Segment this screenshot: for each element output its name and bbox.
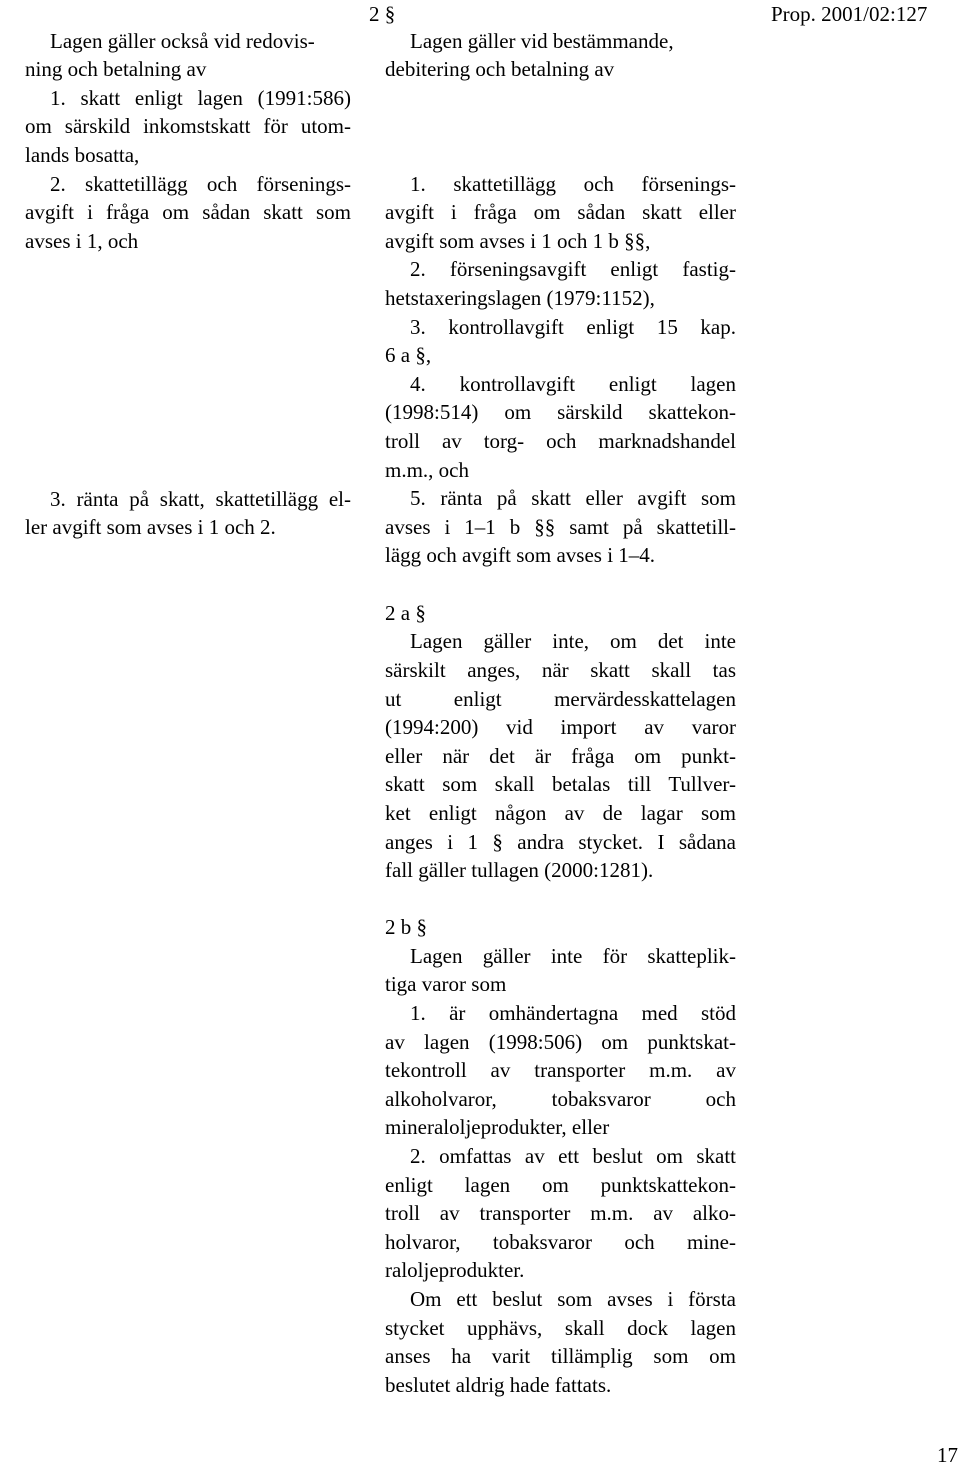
- left-line: ning och betalning av: [25, 57, 207, 81]
- section-line: raloljeprodukter.: [385, 1258, 525, 1282]
- section-line: stycket upphävs, skall dock lagen: [385, 1316, 736, 1340]
- section-line: (1998:514) om särskild skattekon-: [385, 400, 736, 424]
- section-line: (1994:200) vid import av varor: [385, 715, 736, 739]
- section-line: beslutet aldrig hade fattats.: [385, 1373, 612, 1397]
- section-line: 4. kontrollavgift enligt lagen: [410, 372, 736, 396]
- left-line: om särskild inkomstskatt för utom-: [25, 114, 351, 138]
- page-number: 17: [937, 1443, 958, 1467]
- section-line: 1. skattetillägg och försenings-: [410, 172, 736, 196]
- section-line: tekontroll av transporter m.m. av: [385, 1058, 736, 1082]
- section-line: avgift i fråga om sådan skatt eller: [385, 200, 736, 224]
- section-line: Om ett beslut som avses i första: [410, 1287, 736, 1311]
- section-line: lägg och avgift som avses i 1–4.: [385, 543, 656, 567]
- section-line: hetstaxeringslagen (1979:1152),: [385, 286, 655, 310]
- section-line: 2. omfattas av ett beslut om skatt: [410, 1144, 736, 1168]
- section-heading: 2 b §: [385, 915, 427, 939]
- section-line: anges i 1 § andra stycket. I sådana: [385, 830, 736, 854]
- section-line: troll av torg- och marknadshandel: [385, 429, 736, 453]
- section-line: skatt som skall betalas till Tullver-: [385, 772, 736, 796]
- section-line: alkoholvaror, tobaksvaror och: [385, 1087, 736, 1111]
- section-line: fall gäller tullagen (2000:1281).: [385, 858, 654, 882]
- left-line: 3. ränta på skatt, skattetillägg el-: [50, 487, 351, 511]
- left-line: Lagen gäller också vid redovis-: [50, 29, 315, 53]
- section-line: 6 a §,: [385, 343, 432, 367]
- left-line: avgift i fråga om sådan skatt som: [25, 200, 351, 224]
- section-heading: 2 §: [369, 2, 396, 26]
- section-line: enligt lagen om punktskattekon-: [385, 1173, 736, 1197]
- section-line: av lagen (1998:506) om punktskat-: [385, 1030, 736, 1054]
- section-line: troll av transporter m.m. av alko-: [385, 1201, 736, 1225]
- left-line: lands bosatta,: [25, 143, 140, 167]
- section-line: mineraloljeprodukter, eller: [385, 1115, 610, 1139]
- section-line: debitering och betalning av: [385, 57, 615, 81]
- section-line: ut enligt mervärdesskattelagen: [385, 687, 736, 711]
- left-line: ler avgift som avses i 1 och 2.: [25, 515, 276, 539]
- section-line: m.m., och: [385, 458, 469, 482]
- section-line: 3. kontrollavgift enligt 15 kap.: [410, 315, 736, 339]
- left-line: avses i 1, och: [25, 229, 139, 253]
- section-heading: 2 a §: [385, 601, 426, 625]
- section-line: 5. ränta på skatt eller avgift som: [410, 486, 736, 510]
- section-line: särskilt anges, när skatt skall tas: [385, 658, 736, 682]
- proposition-reference: Prop. 2001/02:127: [771, 2, 928, 26]
- left-line: 2. skattetillägg och försenings-: [50, 172, 351, 196]
- section-line: anses ha varit tillämplig som om: [385, 1344, 736, 1368]
- section-line: ket enligt någon av de lagar som: [385, 801, 736, 825]
- section-line: Lagen gäller vid bestämmande,: [410, 29, 674, 53]
- section-line: avses i 1–1 b §§ samt på skattetill-: [385, 515, 736, 539]
- section-line: Lagen gäller inte för skatteplik-: [410, 944, 736, 968]
- section-line: 1. är omhändertagna med stöd: [410, 1001, 736, 1025]
- section-line: 2. förseningsavgift enligt fastig-: [410, 257, 736, 281]
- left-line: 1. skatt enligt lagen (1991:586): [50, 86, 351, 110]
- section-line: Lagen gäller inte, om det inte: [410, 629, 736, 653]
- section-line: avgift som avses i 1 och 1 b §§,: [385, 229, 651, 253]
- section-line: holvaror, tobaksvaror och mine-: [385, 1230, 736, 1254]
- section-line: tiga varor som: [385, 972, 507, 996]
- section-line: eller när det är fråga om punkt-: [385, 744, 736, 768]
